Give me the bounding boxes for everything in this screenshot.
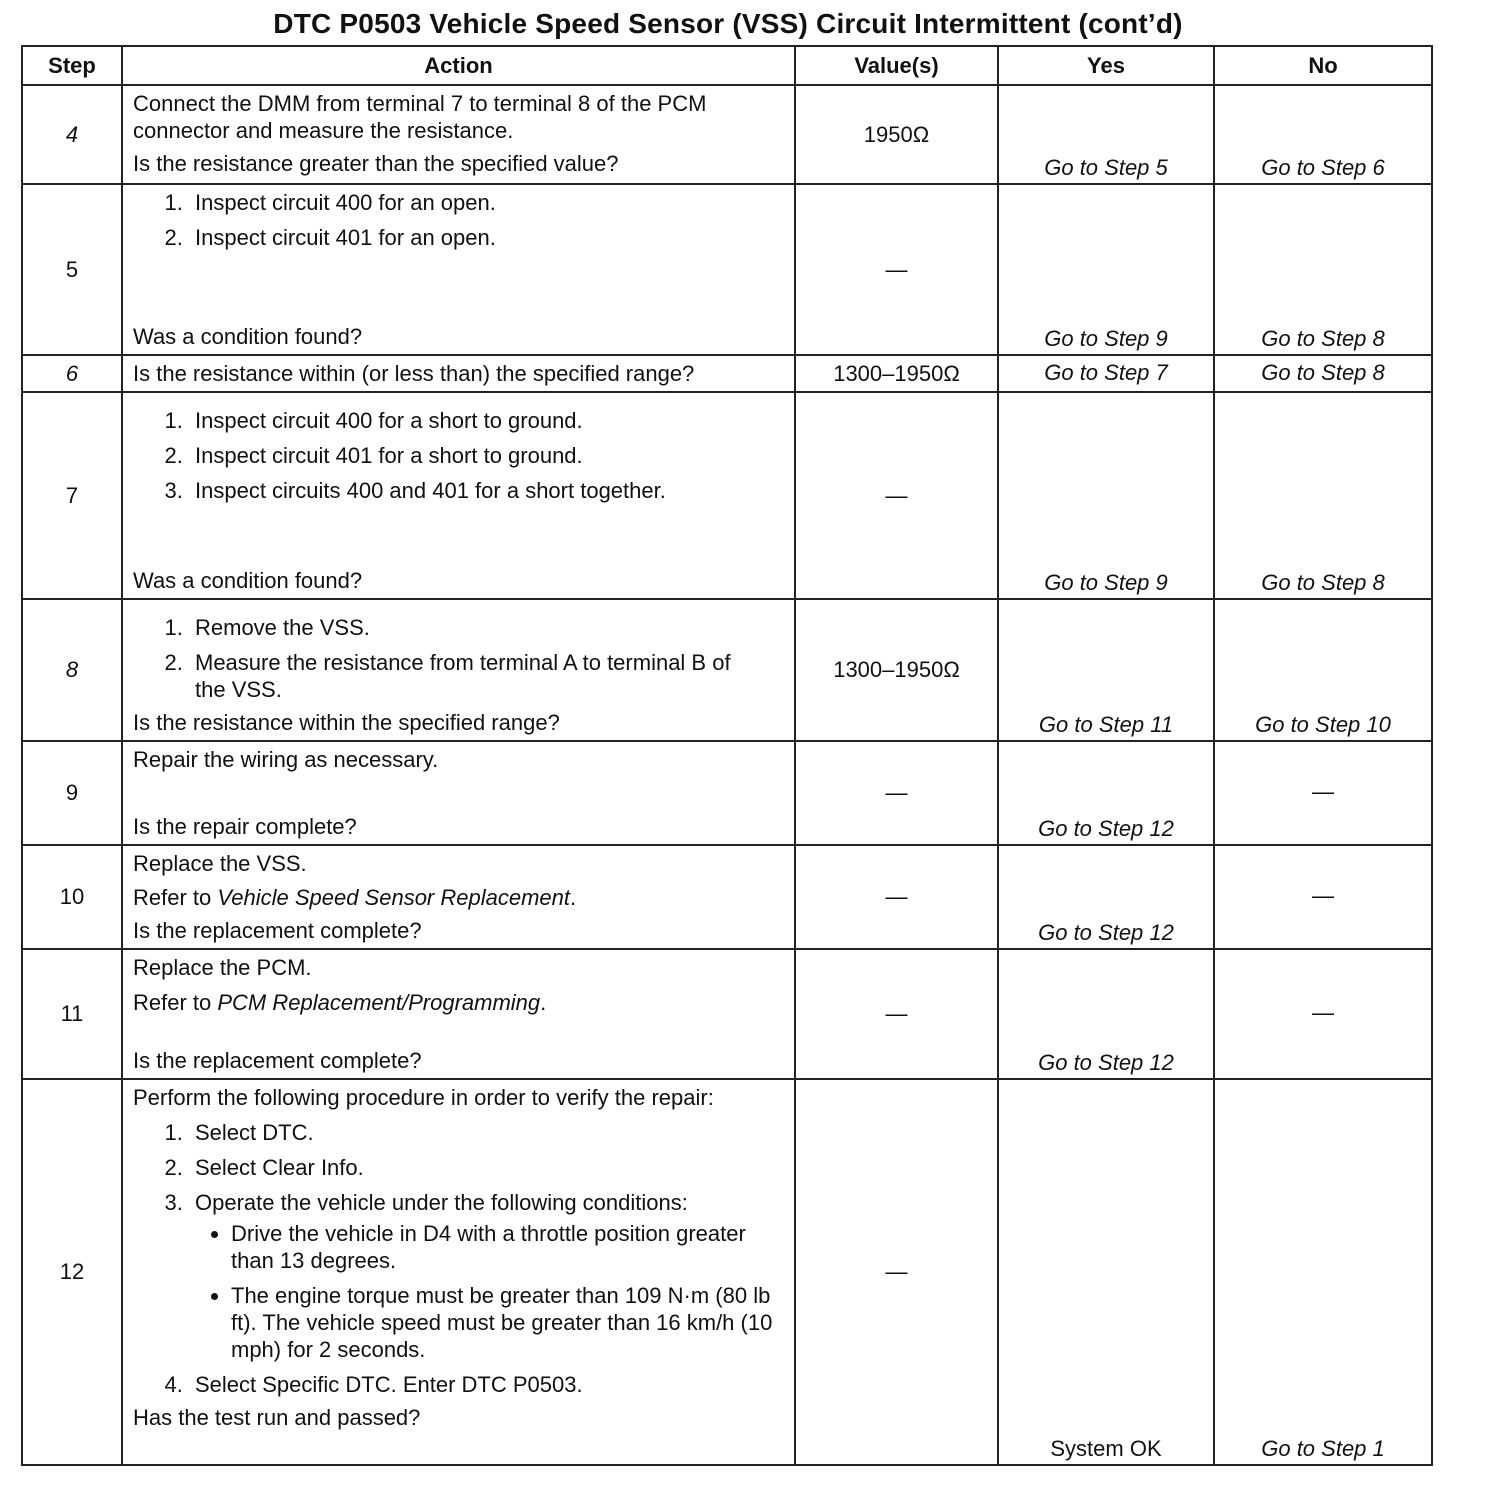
- action-list: [133, 1119, 784, 1398]
- yes-cell: Go to Step 12: [998, 741, 1214, 845]
- action-question: Is the resistance within the specified range?: [133, 710, 560, 735]
- action-cell: [122, 355, 795, 392]
- no-cell: Go to Step 10: [1214, 599, 1432, 741]
- list-item: 2. Select Clear Info.: [189, 1154, 784, 1181]
- yes-cell: Go to Step 7: [998, 355, 1214, 392]
- table-row: [22, 949, 1432, 1079]
- no-cell: —: [1214, 949, 1432, 1079]
- refer-prefix: Refer to: [133, 990, 218, 1015]
- action-question: Is the resistance within (or less than) the specified range?: [133, 361, 695, 386]
- yes-cell: Go to Step 11: [998, 599, 1214, 741]
- list-item: 1. Inspect circuit 400 for a short to ground.: [189, 407, 784, 434]
- no-cell: Go to Step 8: [1214, 355, 1432, 392]
- value-cell: —: [795, 845, 998, 949]
- step-number: 4: [22, 85, 122, 184]
- no-cell: Go to Step 8: [1214, 184, 1432, 355]
- step-number: 10: [22, 845, 122, 949]
- yes-cell: Go to Step 12: [998, 949, 1214, 1079]
- refer-suffix: .: [540, 990, 547, 1015]
- no-cell: —: [1214, 741, 1432, 845]
- table-row: [22, 184, 1432, 355]
- action-list: [133, 614, 784, 703]
- action-text: Perform the following procedure in order to verify the repair:: [133, 1085, 714, 1110]
- value-cell: —: [795, 741, 998, 845]
- action-question: Is the replacement complete?: [133, 918, 422, 943]
- no-cell: Go to Step 8: [1214, 392, 1432, 599]
- page-title: DTC P0503 Vehicle Speed Sensor (VSS) Circuit Intermittent (cont’d): [273, 8, 1183, 39]
- list-item: 2. Inspect circuit 401 for an open.: [189, 224, 784, 251]
- table-row: [22, 392, 1432, 599]
- bullet-list: [195, 1220, 784, 1363]
- no-cell: —: [1214, 845, 1432, 949]
- header-values: Value(s): [795, 46, 998, 85]
- list-item: 1. Remove the VSS.: [189, 614, 784, 641]
- step-number: 9: [22, 741, 122, 845]
- refer-suffix: .: [570, 884, 577, 910]
- bullet-item: • The engine torque must be greater than 109 N·m (80 lb ft). The vehicle speed must be greater than 16 km/h (10 mph) for 2 seconds.: [231, 1282, 784, 1363]
- action-refer: [133, 989, 784, 1016]
- value-cell: —: [795, 949, 998, 1079]
- action-cell: [122, 1079, 795, 1465]
- value-cell: —: [795, 184, 998, 355]
- action-cell: [122, 741, 795, 845]
- action-cell: [122, 392, 795, 599]
- action-question: Has the test run and passed?: [133, 1405, 421, 1430]
- header-no: No: [1214, 46, 1432, 85]
- refer-link[interactable]: PCM Replacement/Programming: [217, 990, 541, 1015]
- table-row: [22, 355, 1432, 392]
- action-question: Is the replacement complete?: [133, 1048, 422, 1073]
- bullet-item: • Drive the vehicle in D4 with a throttle position greater than 13 degrees.: [231, 1220, 784, 1274]
- value-cell: 1300–1950Ω: [795, 355, 998, 392]
- no-cell: Go to Step 6: [1214, 85, 1432, 184]
- step-number: 6: [22, 355, 122, 392]
- list-item: 4. Select Specific DTC. Enter DTC P0503.: [189, 1371, 784, 1398]
- table-row: [22, 845, 1432, 949]
- step-number: 8: [22, 599, 122, 741]
- action-question: Is the resistance greater than the specified value?: [133, 151, 619, 176]
- value-cell: —: [795, 1079, 998, 1465]
- step-number: 11: [22, 949, 122, 1079]
- table-row: [22, 85, 1432, 184]
- table-row: [22, 599, 1432, 741]
- action-text: Replace the VSS.: [133, 851, 307, 876]
- refer-prefix: Refer to: [133, 884, 218, 910]
- list-item: 3. Inspect circuits 400 and 401 for a short together.: [189, 477, 784, 504]
- yes-cell: Go to Step 9: [998, 184, 1214, 355]
- header-step: Step: [22, 46, 122, 85]
- list-item-text: Operate the vehicle under the following conditions:: [195, 1190, 688, 1215]
- value-cell: 1300–1950Ω: [795, 599, 998, 741]
- action-text: Connect the DMM from terminal 7 to terminal 8 of the PCM connector and measure the resistance.: [133, 91, 707, 143]
- value-cell: 1950Ω: [795, 85, 998, 184]
- action-cell: [122, 599, 795, 741]
- step-number: 12: [22, 1079, 122, 1465]
- action-text: Replace the PCM.: [133, 955, 312, 980]
- action-question: Was a condition found?: [133, 568, 363, 593]
- action-text: Repair the wiring as necessary.: [133, 747, 439, 772]
- action-cell: [122, 949, 795, 1079]
- yes-cell: Go to Step 12: [998, 845, 1214, 949]
- yes-cell: Go to Step 9: [998, 392, 1214, 599]
- action-question: Is the repair complete?: [133, 814, 357, 839]
- diagnostic-table: [21, 45, 1433, 1466]
- action-cell: [122, 85, 795, 184]
- table-header-row: [22, 46, 1432, 85]
- value-cell: —: [795, 392, 998, 599]
- step-number: 7: [22, 392, 122, 599]
- action-list: [133, 189, 784, 251]
- step-number: 5: [22, 184, 122, 355]
- action-cell: [122, 184, 795, 355]
- list-item: 2. Inspect circuit 401 for a short to ground.: [189, 442, 784, 469]
- yes-cell: Go to Step 5: [998, 85, 1214, 184]
- list-item: [189, 1189, 784, 1363]
- list-item: 1. Select DTC.: [189, 1119, 784, 1146]
- list-item: 2. Measure the resistance from terminal A to terminal B of the VSS.: [189, 649, 784, 703]
- action-refer: [133, 884, 784, 911]
- yes-cell: System OK: [998, 1079, 1214, 1465]
- list-item: 1. Inspect circuit 400 for an open.: [189, 189, 784, 216]
- action-list: [133, 407, 784, 504]
- action-cell: [122, 845, 795, 949]
- no-cell: Go to Step 1: [1214, 1079, 1432, 1465]
- header-action: Action: [122, 46, 795, 85]
- header-yes: Yes: [998, 46, 1214, 85]
- action-question: Was a condition found?: [133, 324, 363, 349]
- table-row: [22, 1079, 1432, 1465]
- refer-link[interactable]: Vehicle Speed Sensor Replacement: [217, 884, 570, 910]
- table-row: [22, 741, 1432, 845]
